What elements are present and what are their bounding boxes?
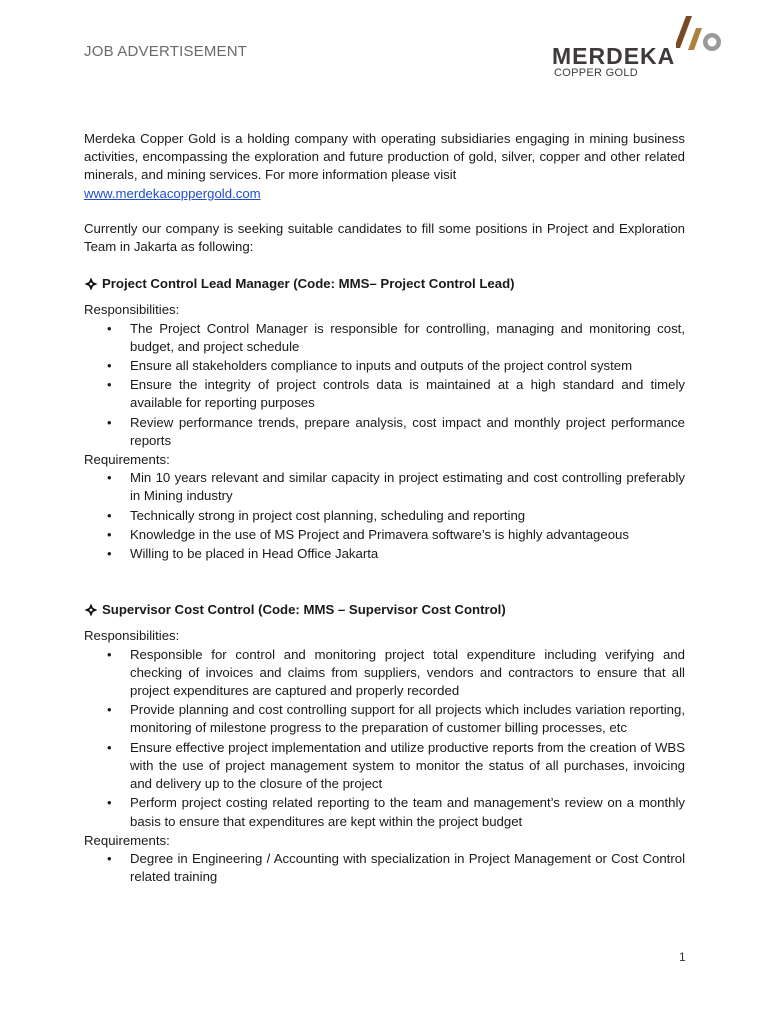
responsibilities-list [84,646,685,831]
list-item-text: Willing to be placed in Head Office Jakarta [130,546,379,562]
website-link[interactable]: www.merdekacoppergold.com [84,185,261,201]
bullet-icon: • [107,377,112,393]
bullet-icon: • [107,526,112,542]
list-item-text: Ensure effective project implementation and utilize productive reports from the creation of WBS with the use of project management system to monitor the status of all purchases, invoicing and delivery up to the closure of the project [130,739,685,792]
logo-mark-icon [676,16,726,60]
list-item-text: Min 10 years relevant and similar capacity in project estimating and cost controlling preferably in Mining industry [130,470,685,504]
bullet-icon: • [107,739,112,755]
bullet-icon: • [107,702,112,718]
bullet-icon: • [107,470,112,486]
responsibilities-label: Responsibilities: [84,302,180,318]
list-item [84,794,685,830]
responsibilities-label: Responsibilities: [84,628,180,644]
logo-brand-name: MERDEKA [552,43,676,69]
list-item [84,646,685,701]
list-item [84,850,685,886]
list-item [84,469,685,505]
list-item [84,414,685,450]
position-section [84,601,685,886]
header-title: JOB ADVERTISEMENT [84,43,248,60]
bullet-icon: • [107,414,112,430]
requirements-label: Requirements: [84,832,170,848]
diamond-bullet-icon [84,277,98,291]
list-item [84,357,685,375]
list-item [84,507,685,525]
list-item [84,701,685,737]
bullet-icon: • [107,850,112,866]
page-number: 1 [679,950,686,964]
bullet-icon: • [107,546,112,562]
position-title-text: Supervisor Cost Control (Code: MMS – Supervisor Cost Control) [102,602,506,618]
diamond-bullet-icon [84,603,98,617]
list-item [84,526,685,544]
requirements-list [84,850,685,886]
list-item [84,739,685,794]
responsibilities-list [84,320,685,450]
intro-text: Merdeka Copper Gold is a holding company with operating subsidiaries engaging in mining business activities, encompassing the exploration and future production of gold, silver, copper and other related minerals, and mining services. For more information please visit [84,131,685,183]
bullet-icon: • [107,507,112,523]
list-item-text: Responsible for control and monitoring project total expenditure including verifying and checking of invoices and claims from suppliers, vendors and contractors to ensure that all project expenditures are captured and properly recorded [130,646,685,699]
bullet-icon: • [107,646,112,662]
list-item-text: Ensure the integrity of project controls data is maintained at a high standard and timely available for reporting purposes [130,377,685,411]
bullet-icon: • [107,795,112,811]
bullet-icon: • [107,320,112,336]
company-logo [552,16,724,82]
position-title [84,601,685,619]
list-item-text: Degree in Engineering / Accounting with specialization in Project Management or Cost Control related training [130,850,685,885]
list-item [84,376,685,412]
list-item-text: Ensure all stakeholders compliance to inputs and outputs of the project control system [130,358,633,374]
list-item-text: Perform project costing related reporting to the team and management’s review on a monthly basis to ensure that expenditures are kept within the project budget [130,795,685,829]
list-item [84,545,685,563]
list-item-text: Review performance trends, prepare analysis, cost impact and monthly project performance reports [130,414,685,448]
document-body [84,130,685,887]
list-item-text: Knowledge in the use of MS Project and Primavera software’s is highly advantageous [130,526,629,542]
requirements-list [84,469,685,563]
positions-list [84,275,685,886]
list-item-text: Provide planning and cost controlling support for all projects which includes variation reporting, monitoring of milestone progress to the preparation of customer billing processes, etc [130,702,685,736]
list-item [84,320,685,356]
position-title [84,275,685,293]
bullet-icon: • [107,358,112,374]
position-section [84,275,685,563]
requirements-label: Requirements: [84,452,170,468]
position-title-text: Project Control Lead Manager (Code: MMS– Project Control Lead) [102,276,515,292]
logo-subtitle: COPPER GOLD [554,67,638,79]
seeking-paragraph: Currently our company is seeking suitable candidates to fill some positions in Project and Exploration Team in Jakarta as following: [84,220,685,255]
list-item-text: The Project Control Manager is responsible for controlling, managing and monitoring cost, budget, and project schedule [130,320,685,354]
list-item-text: Technically strong in project cost planning, scheduling and reporting [130,507,526,523]
intro-paragraph [84,130,685,203]
